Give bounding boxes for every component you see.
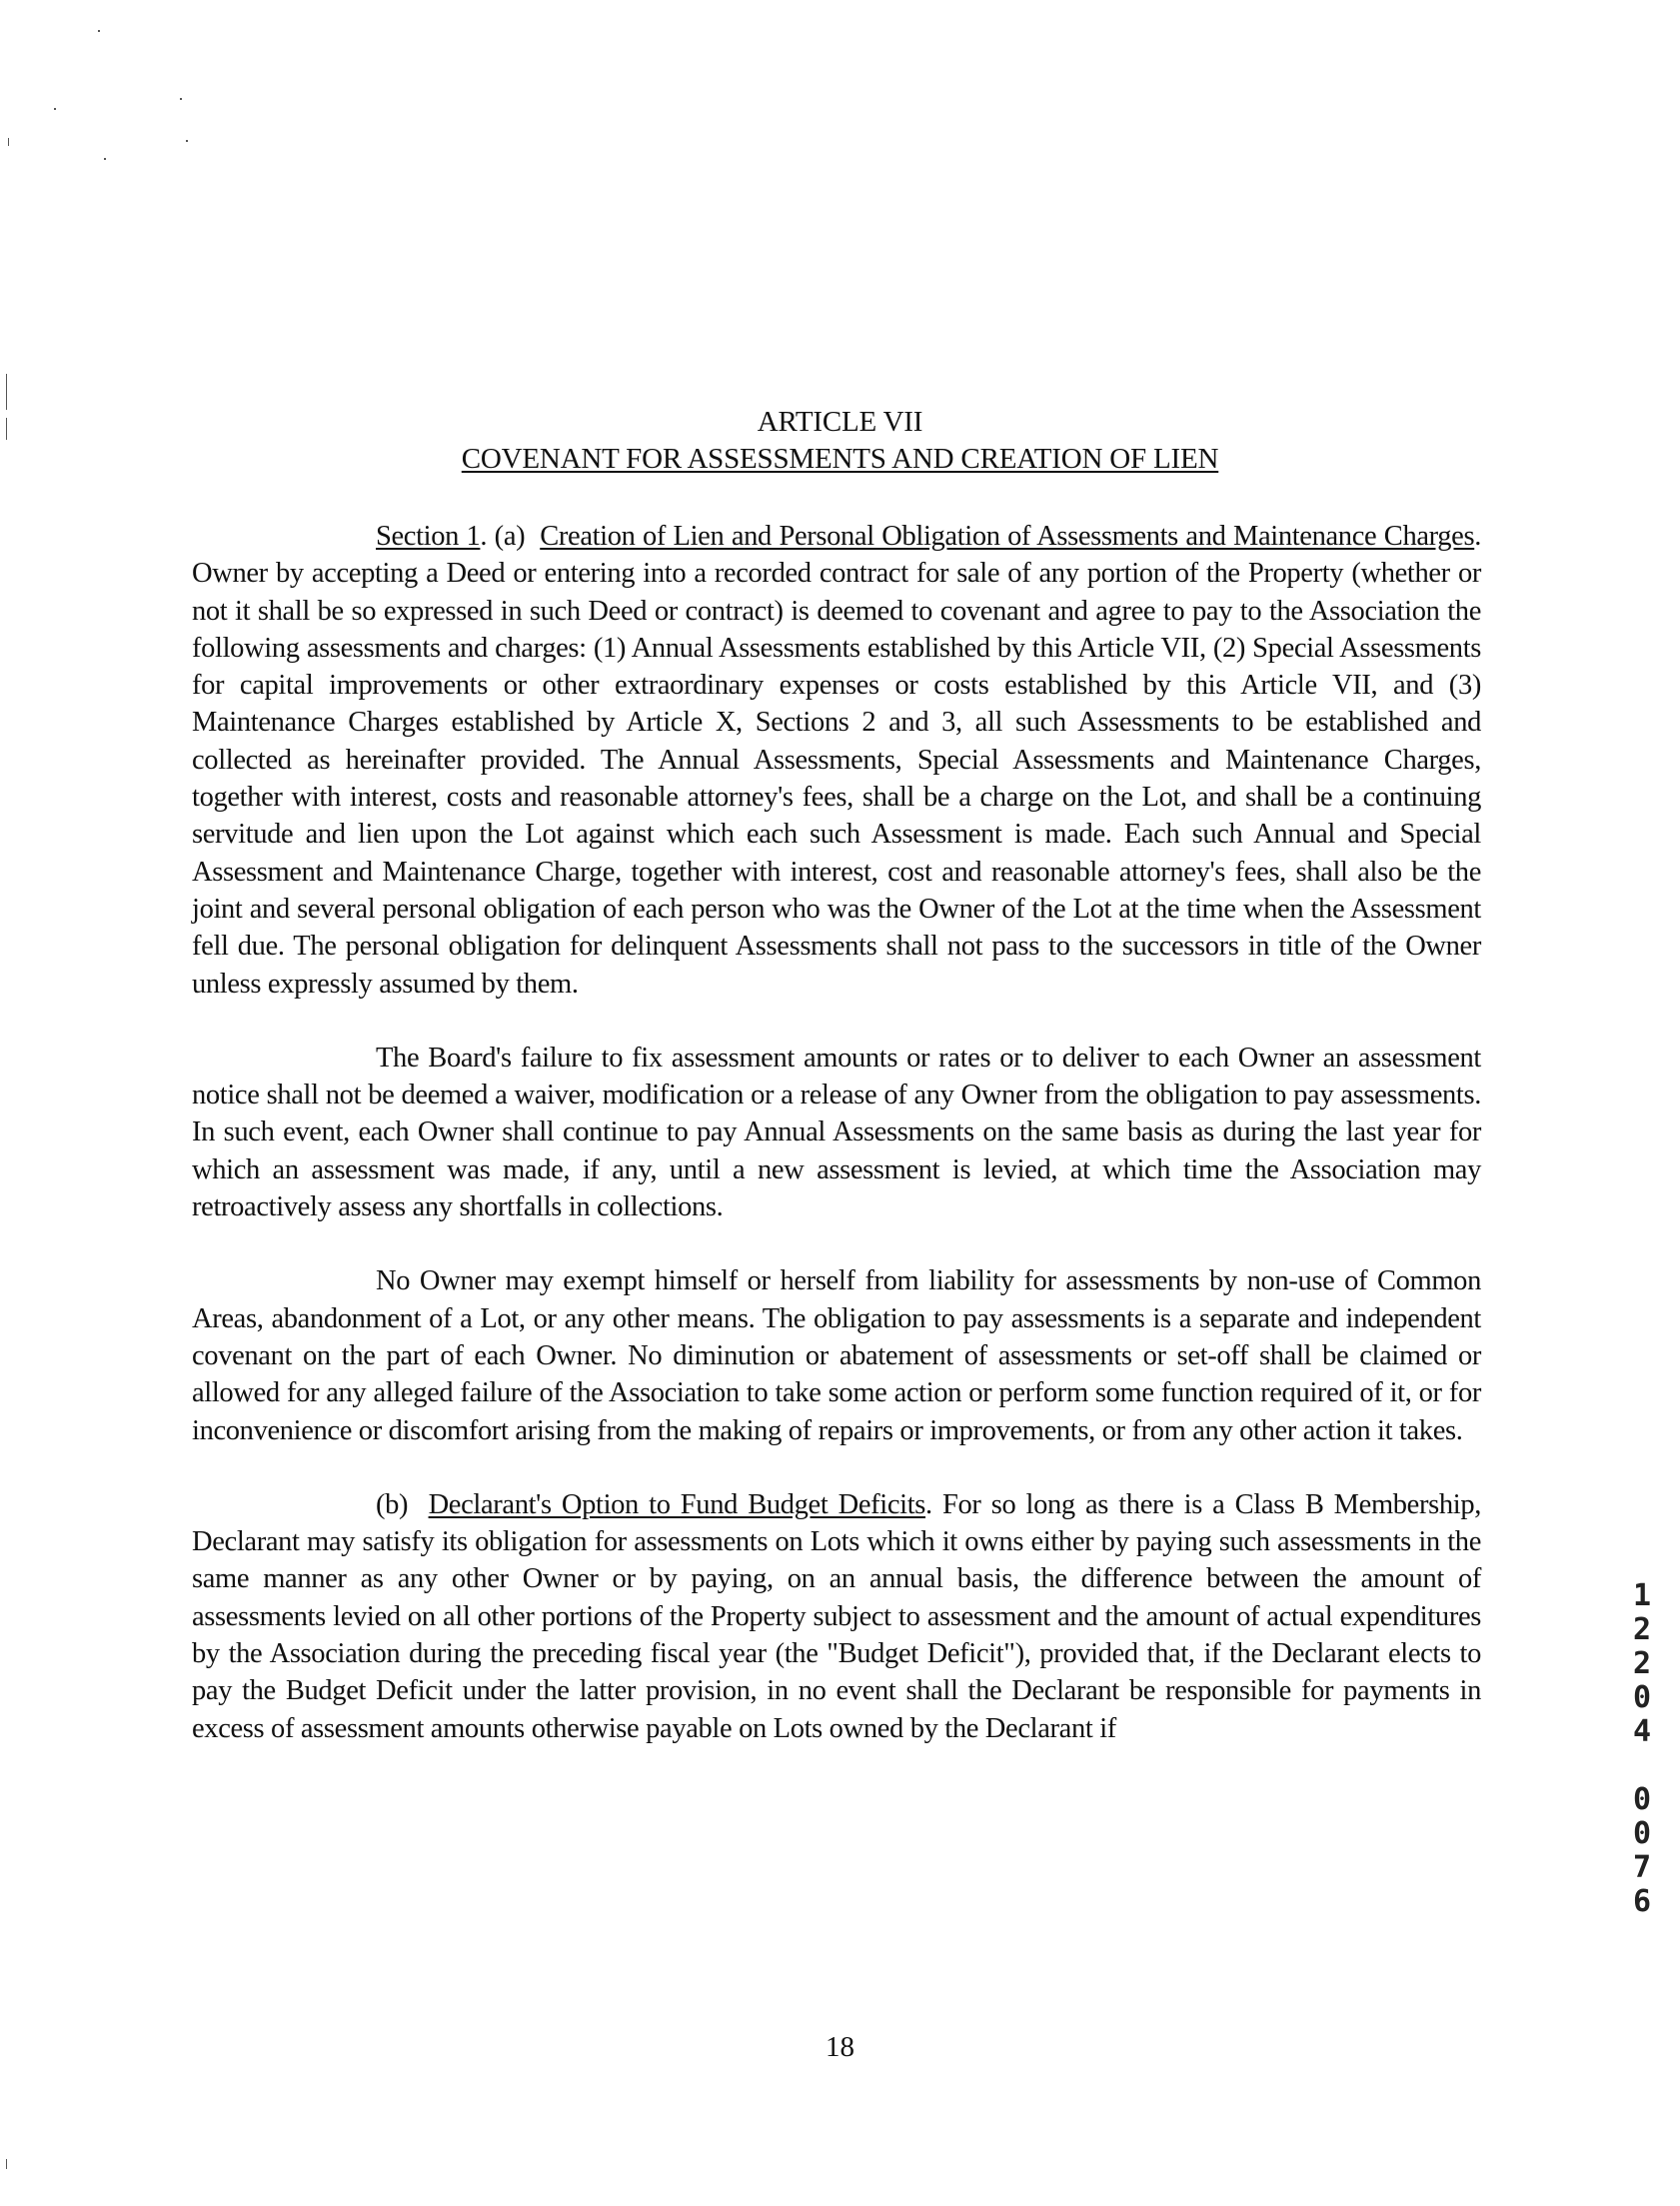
stamp-digit: 0 bbox=[1632, 1680, 1652, 1715]
scan-speck bbox=[6, 2159, 7, 2169]
section-label: Section 1 bbox=[376, 521, 481, 552]
stamp-digit: 4 bbox=[1632, 1714, 1652, 1749]
stamp-digit: 0 bbox=[1632, 1816, 1652, 1851]
section-heading: Creation of Lien and Personal Obligation of Assessments and Maintenance Charges bbox=[540, 521, 1475, 552]
scan-speck bbox=[98, 30, 100, 32]
scan-speck bbox=[54, 108, 56, 110]
margin-recording-stamp bbox=[1627, 1579, 1657, 1919]
scan-speck bbox=[186, 140, 188, 142]
scan-speck bbox=[180, 98, 182, 100]
paragraph-board-failure: The Board's failure to fix assessment amounts or rates or to deliver to each Owner an assessment notice shall not be deemed a waiver, modification or a release of any Owner from the obligation to pay assessments. In such event, each Owner shall continue to pay Annual Assessments on the same basis as during the last year for which an assessment was made, if any, until a new assessment is levied, at which time the Association may retroactively assess any shortfalls in collections. bbox=[192, 1042, 1481, 1223]
stamp-digit: 1 bbox=[1632, 1578, 1652, 1613]
subpart-prefix: (b) bbox=[376, 1488, 429, 1520]
paragraph-text: . Owner by accepting a Deed or entering into a recorded contract for sale of any portion of the Property (whether or not it shall be so expressed in such Deed or contract) is deemed to covenant and agree to pay to the Association the following assessments and charges: (1) Annual Assessments established by this Article VII, (2) Special Assessments for capital improvements or other extraordinary expenses or costs established by this Article VII, and (3) Maintenance Charges established by Article X, Sections 2 and 3, all such Assessments to be established and collected as hereinafter provided. The Annual Assessments, Special Assessments and Maintenance Charges, together with interest, costs and reasonable attorney's fees, shall be a charge on the Lot, and shall be a continuing servitude and lien upon the Lot against which each such Assessment is made. Each such Annual and Special Assessment and Maintenance Charge, together with interest, cost and reasonable attorney's fees, shall also be the joint and several personal obligation of each person who was the Owner of the Lot at the time when the Assessment fell due. The personal obligation for delinquent Assessments shall not pass to the successors in title of the Owner unless expressly assumed by them. bbox=[192, 521, 1481, 1000]
stamp-digit: 0 bbox=[1632, 1782, 1652, 1817]
body-text bbox=[192, 518, 1481, 1784]
scan-speck bbox=[104, 158, 106, 160]
scan-speck bbox=[8, 138, 9, 146]
stamp-digit: 7 bbox=[1632, 1850, 1652, 1885]
paragraph-section-1a bbox=[192, 518, 1481, 1003]
paragraph-no-exemption: No Owner may exempt himself or herself from liability for assessments by non-use of Common Areas, abandonment of a Lot, or any other means. The obligation to pay assessments is a separate and independent covenant on the part of each Owner. No diminution or abatement of assessments or set-off shall be claimed or allowed for any alleged failure of the Association to take some action or perform some function required of it, or for inconvenience or discomfort arising from the making of repairs or improvements, or from any other action it takes. bbox=[192, 1265, 1481, 1446]
paragraph-section-1b bbox=[192, 1486, 1481, 1747]
stamp-gap bbox=[1627, 1749, 1657, 1783]
stamp-digit: 2 bbox=[1632, 1612, 1652, 1647]
section-subpart: . (a) bbox=[480, 521, 541, 552]
stamp-digit: 6 bbox=[1632, 1884, 1652, 1919]
stamp-digit: 2 bbox=[1632, 1646, 1652, 1681]
article-header bbox=[0, 404, 1680, 478]
page-number: 18 bbox=[826, 2031, 854, 2063]
article-subtitle: COVENANT FOR ASSESSMENTS AND CREATION OF LIEN bbox=[461, 443, 1219, 475]
paragraph-text: . For so long as there is a Class B Membership, Declarant may satisfy its obligation for assessments on Lots which it owns either by paying such assessments in the same manner as any other Owner or by paying, on an annual basis, the difference between the amount of assessments levied on all other portions of the Property subject to assessment and the amount of actual expenditures by the Association during the preceding fiscal year (the "Budget Deficit"), provided that, if the Declarant elects to pay the Budget Deficit under the latter provision, in no event shall the Declarant be responsible for payments in excess of assessment amounts otherwise payable on Lots owned by the Declarant if bbox=[192, 1488, 1482, 1744]
article-heading: ARTICLE VII bbox=[757, 406, 923, 438]
subpart-heading: Declarant's Option to Fund Budget Deficits bbox=[428, 1488, 926, 1520]
